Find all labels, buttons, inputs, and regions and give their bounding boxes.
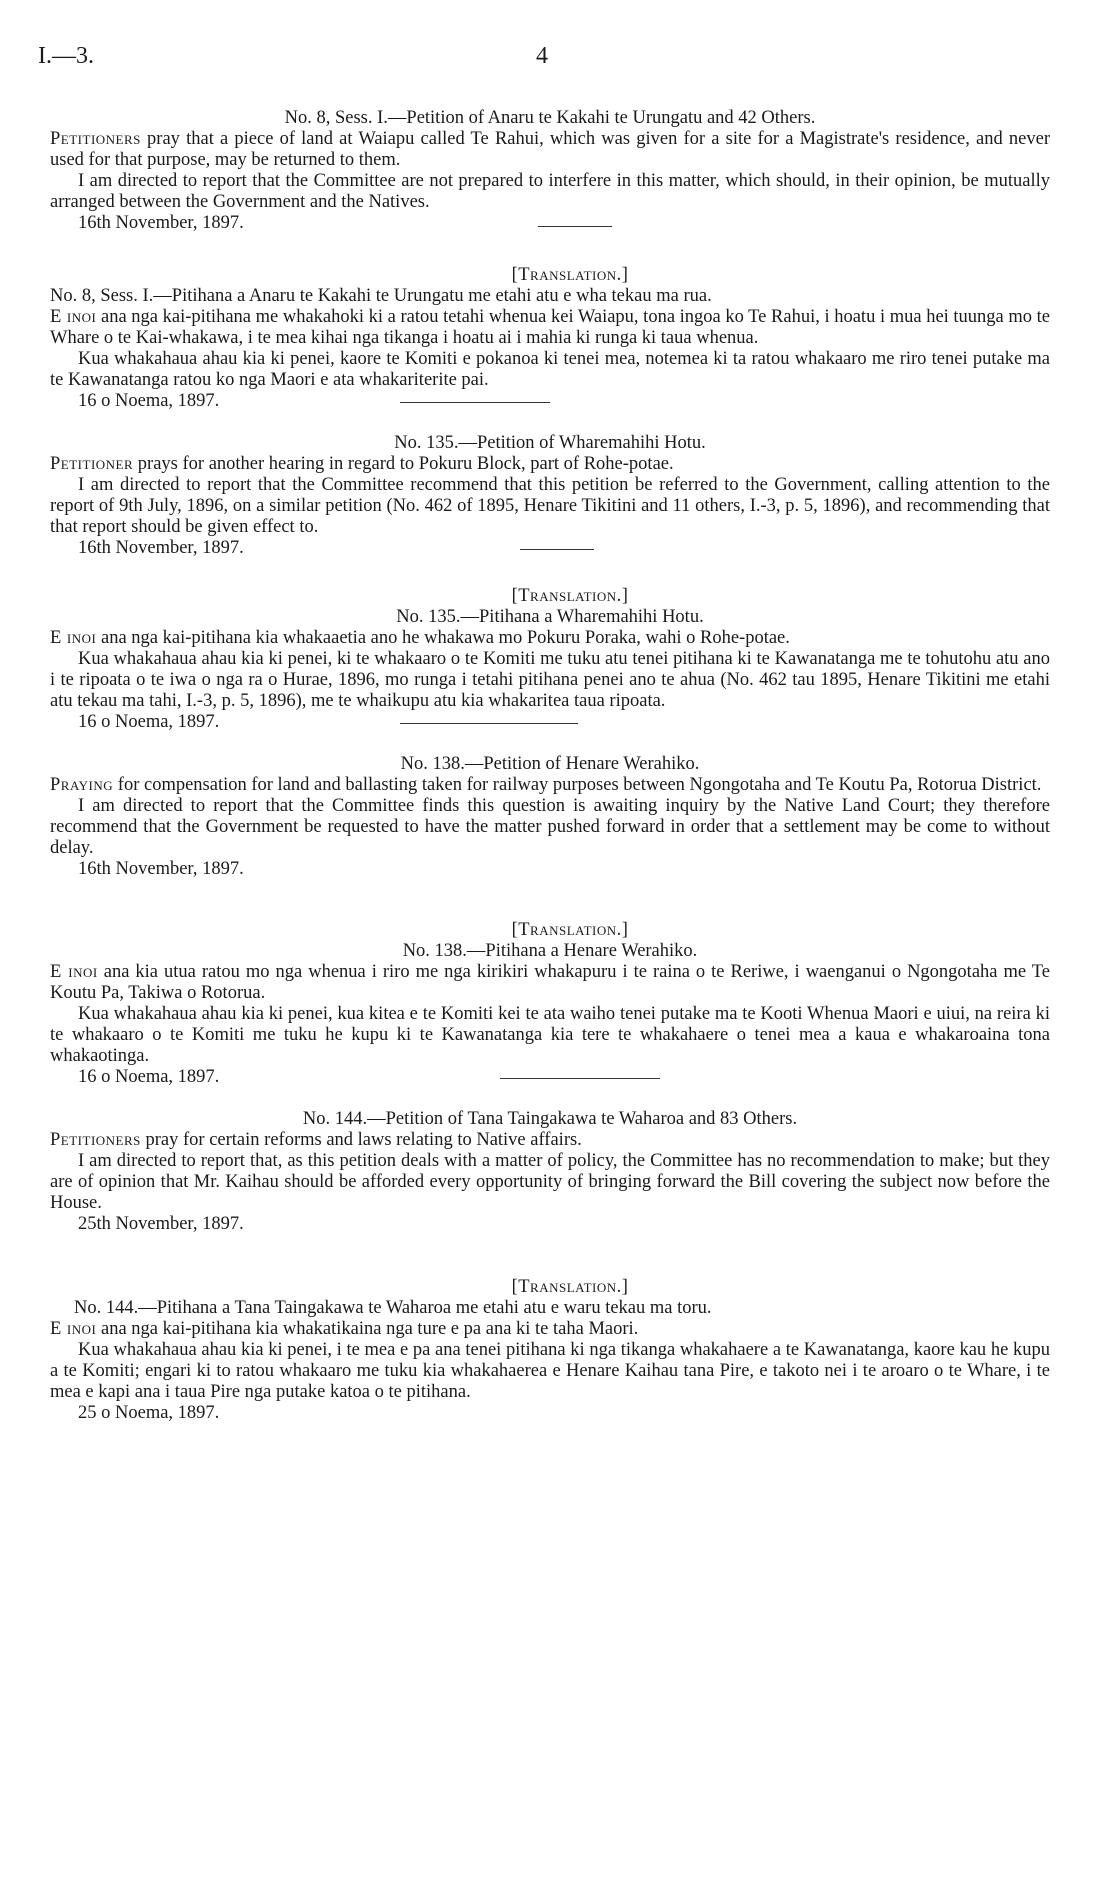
committee-report: I am directed to report that the Committee finds this question is awaiting inquiry by the Native Land Court; they therefore recommend that the Government be requested to have the matter pushed forward in order that a settlement may be come to without delay.	[50, 796, 1050, 858]
petition-title: No. 144.—Petition of Tana Taingakawa te Waharoa and 83 Others.	[302, 1109, 798, 1129]
committee-report: Kua whakahaua ahau kia ki penei, kua kitea e te Komiti kei te ata waiho tenei putake ma te Kooti Whenua Maori e uiui, na reira ki te whakaaro o te Komiti me tuku he kupu ki te Kawanatanga kia tere te whakahaere o tenei mea a kaua e whakaroaina tona whakaotinga.	[50, 1004, 1050, 1066]
petition-summary: E inoi ana nga kai-pitihana me whakahoki ki a ratou tetahi whenua kei Waiapu, tona ingoa ko Te Rahui, i hoatu i mua hei tuunga mo te Whare o te Kai-whakawa, i te mea kihai nga tikanga i hoatu ai i mahia ki runga ki taua whenua.	[50, 307, 1051, 348]
translation-section	[50, 586, 1050, 733]
report-date: 16 o Noema, 1897.	[78, 391, 220, 411]
page-number: 4	[536, 43, 548, 69]
translation-section	[50, 1277, 1050, 1424]
report-date: 25th November, 1897.	[78, 1214, 244, 1234]
lead-word: E inoi	[50, 628, 97, 648]
report-date: 16 o Noema, 1897.	[78, 1067, 220, 1087]
petition-title: No. 135.—Pitihana a Wharemahihi Hotu.	[396, 607, 704, 627]
committee-report: I am directed to report that the Committee recommend that this petition be referred to the Government, calling attention to the report of 9th July, 1896, on a similar petition (No. 462 of 1895, Henare Tikitini and 11 others, I.-3, p. 5, 1896), and recommending that that report should be given effect to.	[50, 475, 1050, 537]
petition-summary: Petitioner prays for another hearing in regard to Pokuru Block, part of Rohe-potae.	[50, 454, 674, 474]
translation-heading: [Translation.]	[511, 920, 629, 940]
document-body	[50, 108, 1050, 1424]
petition-summary: Petitioners pray for certain reforms and laws relating to Native affairs.	[50, 1130, 582, 1150]
report-date: 16th November, 1897.	[78, 859, 244, 879]
petition-summary: E inoi ana nga kai-pitihana kia whakatikaina nga ture e pa ana ki te taha Maori.	[50, 1319, 639, 1339]
petition-title: No. 138.—Pitihana a Henare Werahiko.	[402, 941, 698, 961]
petition-section	[50, 754, 1050, 880]
petition-section	[50, 108, 1050, 234]
report-date: 16th November, 1897.	[78, 538, 244, 558]
petition-section	[50, 1109, 1050, 1235]
page-header	[0, 43, 1114, 72]
lead-word: Petitioners	[50, 1130, 141, 1150]
section-spacer	[50, 880, 1050, 920]
petition-section	[50, 433, 1050, 559]
petition-summary: Praying for compensation for land and ballasting taken for railway purposes between Ngongotaha and Te Koutu Pa, Rotorua District.	[50, 775, 1042, 795]
lead-word: E inoi	[50, 307, 97, 327]
petition-summary: E inoi ana kia utua ratou mo nga whenua i riro me nga kirikiri whakapuru i te raina o te Reriwe, i waenganui o Ngongotaha me Te Koutu Pa, Takiwa o Rotorua.	[50, 962, 1050, 1003]
petition-title: No. 144.—Pitihana a Tana Taingakawa te Waharoa me etahi atu e waru tekau ma toru.	[74, 1298, 712, 1318]
report-date: 25 o Noema, 1897.	[78, 1403, 220, 1423]
lead-word: Praying	[50, 775, 114, 795]
lead-word: Petitioner	[50, 454, 134, 474]
section-spacer	[50, 1235, 1050, 1277]
committee-report: I am directed to report that the Committee are not prepared to interfere in this matter, which should, in their opinion, be mutually arranged between the Government and the Natives.	[50, 171, 1050, 212]
lead-word: Petitioners	[50, 129, 141, 149]
petition-title: No. 138.—Petition of Henare Werahiko.	[400, 754, 700, 774]
committee-report: I am directed to report that, as this petition deals with a matter of policy, the Committee has no recommendation to make; but they are of opinion that Mr. Kaihau should be afforded every opportunity of bringing forward the Bill covering the subject now before the House.	[50, 1151, 1050, 1213]
petition-title: No. 8, Sess. I.—Pitihana a Anaru te Kakahi te Urungatu me etahi atu e wha tekau ma rua.	[50, 286, 712, 306]
petition-title: No. 8, Sess. I.—Petition of Anaru te Kakahi te Urungatu and 42 Others.	[284, 108, 816, 128]
page-reference: I.—3.	[38, 43, 94, 69]
translation-section	[50, 920, 1050, 1088]
report-date: 16 o Noema, 1897.	[78, 712, 220, 732]
committee-report: Kua whakahaua ahau kia ki penei, i te mea e pa ana tenei pitihana ki nga tikanga whakahaere a te Kawanatanga, kaore kau he kupu a te Komiti; engari ki to ratou whakaaro me tuku kia whakahaerea e Henare Kaihau tana Pire, e takoto nei i te aroaro o te Whare, i te mea e kapi ana i taua Pire nga putake katoa o te pitihana.	[50, 1340, 1050, 1402]
translation-section	[50, 265, 1050, 412]
lead-word: E inoi	[50, 962, 98, 982]
translation-heading: [Translation.]	[511, 586, 629, 606]
translation-heading: [Translation.]	[511, 265, 629, 285]
report-date: 16th November, 1897.	[78, 213, 244, 233]
petition-summary: E inoi ana nga kai-pitihana kia whakaaetia ano he whakawa mo Pokuru Poraka, wahi o Rohe-potae.	[50, 628, 790, 648]
petition-title: No. 135.—Petition of Wharemahihi Hotu.	[394, 433, 706, 453]
translation-heading: [Translation.]	[511, 1277, 629, 1297]
committee-report: Kua whakahaua ahau kia ki penei, ki te whakaaro o te Komiti me tuku atu tenei pitihana ki te Kawanatanga me te tohutohu atu ano i te ripoata o te iwa o nga ra o Hurae, 1896, mo runga i tetahi pitihana penei ano te ahua (No. 462 tau 1895, Henare Tikitini me etahi atu tekau ma tahi, I.-3, p. 5, 1896), me te whaikupu atu kia whakaritea taua ripoata.	[50, 649, 1050, 711]
committee-report: Kua whakahaua ahau kia ki penei, kaore te Komiti e pokanoa ki tenei mea, notemea ki ta ratou whakaaro me riro tenei putake ma te Kawanatanga ratou ko nga Maori e ata whakariterite pai.	[50, 349, 1050, 390]
lead-word: E inoi	[50, 1319, 97, 1339]
petition-summary: Petitioners pray that a piece of land at Waiapu called Te Rahui, which was given for a site for a Magistrate's residence, and never used for that purpose, may be returned to them.	[50, 129, 1050, 170]
